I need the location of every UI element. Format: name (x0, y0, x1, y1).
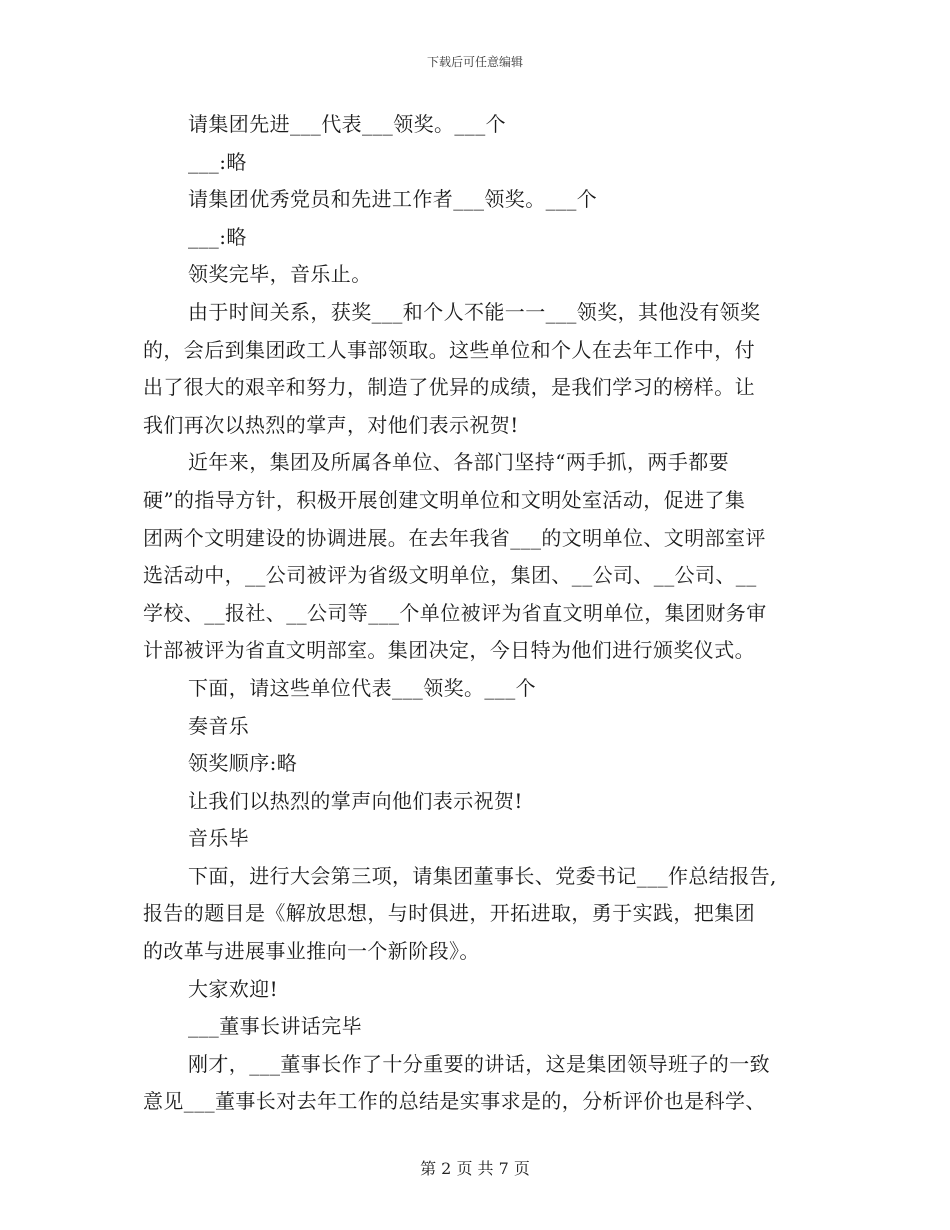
text-line: 由于时间关系，获奖___和个人不能一一___领奖，其他没有领奖 (188, 299, 761, 324)
text-line: 让我们以热烈的掌声向他们表示祝贺! (188, 788, 523, 813)
page-header: 下载后可任意编辑 (426, 55, 523, 69)
text-line: 出了很大的艰辛和努力，制造了优异的成绩，是我们学习的榜样。让 (143, 375, 755, 400)
text-line: 下面，请这些单位代表___领奖。___个 (188, 675, 536, 700)
text-line: 近年来，集团及所属各单位、各部门坚持“两手抓，两手都要 (188, 450, 730, 475)
text-line: 硬”的指导方针，积极开展创建文明单位和文明处室活动，促进了集 (143, 487, 746, 512)
text-line: 音乐毕 (188, 826, 250, 851)
text-line: 意见___董事长对去年工作的总结是实事求是的，分析评价也是科学、 (143, 1089, 766, 1114)
text-line: 选活动中，__公司被评为省级文明单位，集团、__公司、__公司、__ (143, 563, 757, 588)
text-line: ___董事长讲话完毕 (188, 1014, 362, 1039)
text-line: 学校、__报社、__公司等___个单位被评为省直文明单位，集团财务审 (143, 600, 767, 625)
text-line: 刚才，___董事长作了十分重要的讲话，这是集团领导班子的一致 (188, 1051, 770, 1076)
text-line: 的改革与进展事业推向一个新阶段》。 (143, 939, 480, 964)
text-line: ___:略 (188, 224, 247, 249)
text-line: 请集团先进___代表___领奖。___个 (188, 112, 506, 136)
text-line: 请集团优秀党员和先进工作者___领奖。___个 (188, 187, 598, 212)
page-footer: 第 2 页 共 7 页 (420, 1159, 530, 1178)
text-line: 下面，进行大会第三项，请集团董事长、党委书记___作总结报告, (188, 863, 777, 888)
text-line: 计部被评为省直文明部室。集团决定，今日特为他们进行颁奖仪式。 (143, 638, 755, 663)
text-line: 大家欢迎! (188, 976, 279, 1001)
text-line: 领奖顺序:略 (188, 751, 298, 776)
text-line: 团两个文明建设的协调进展。在去年我省___的文明单位、文明部室评 (143, 525, 766, 550)
text-line: ___:略 (188, 149, 247, 174)
text-line: 报告的题目是《解放思想，与时俱进，开拓进取，勇于实践，把集团 (143, 901, 755, 926)
text-line: 奏音乐 (188, 713, 250, 738)
text-line: 的，会后到集团政工人事部领取。这些单位和个人在去年工作中，付 (143, 337, 755, 362)
document-body (143, 106, 833, 1121)
text-line: 领奖完毕，音乐止。 (188, 262, 372, 287)
text-line: 我们再次以热烈的掌声，对他们表示祝贺! (143, 412, 519, 437)
